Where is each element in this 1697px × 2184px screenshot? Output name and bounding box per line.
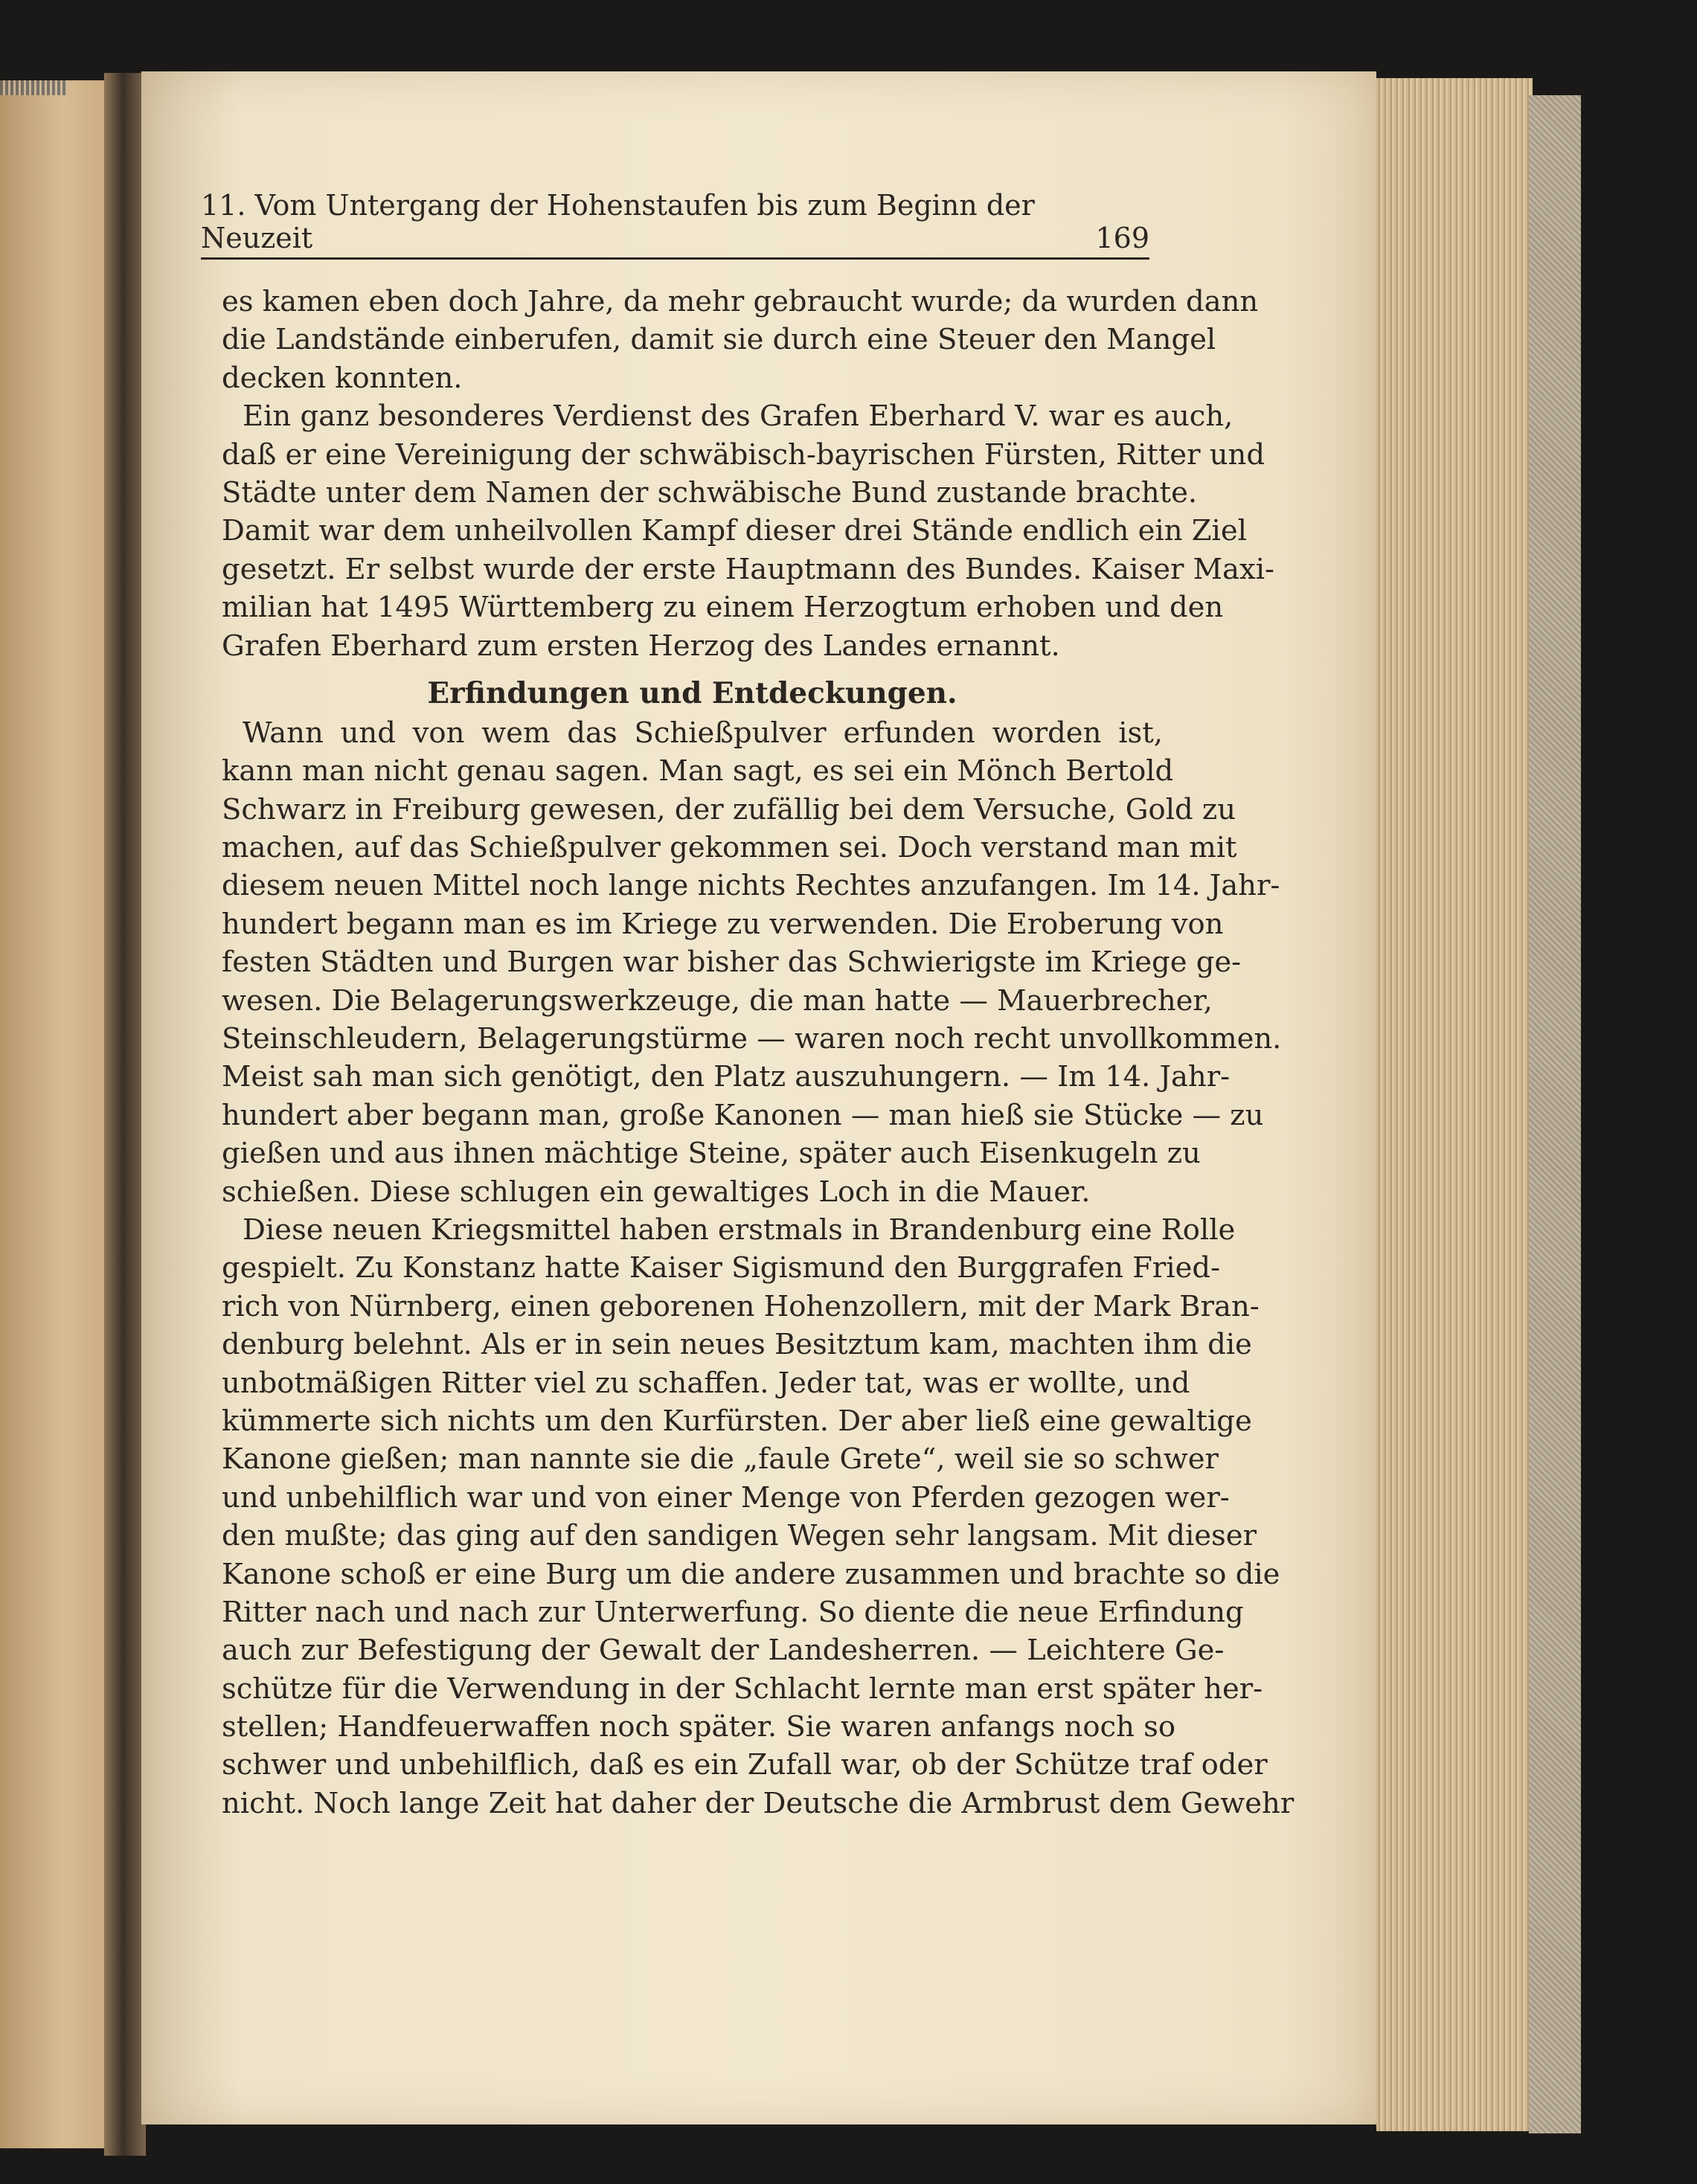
paragraph-3 [222, 714, 1282, 1211]
text-line: gießen und aus ihnen mächtige Steine, später auch Eisenkugeln zu [222, 1137, 1201, 1171]
text-line: kümmerte sich nichts um den Kurfürsten. Der aber ließ eine gewaltige [222, 1404, 1252, 1438]
header-rule [201, 257, 1149, 260]
text-line: hundert begann man es im Kriege zu verwenden. Die Eroberung von [222, 907, 1224, 941]
page-stack-edges [1376, 78, 1533, 2131]
text-line: unbotmäßigen Ritter viel zu schaffen. Jeder tat, was er wollte, und [222, 1366, 1190, 1400]
text-line: decken konnten. [222, 361, 463, 395]
text-line: Ein ganz besonderes Verdienst des Grafen Eberhard V. war es auch, [243, 399, 1234, 434]
text-line: hundert aber begann man, große Kanonen — man hieß sie Stücke — zu [222, 1098, 1264, 1132]
left-page-binding-thread [0, 80, 67, 95]
text-line: die Landstände einberufen, damit sie durch eine Steuer den Mangel [222, 323, 1216, 357]
text-line: Kanone gießen; man nannte sie die „faule Grete“, weil sie so schwer [222, 1442, 1219, 1477]
text-line: Kanone schoß er eine Burg um die andere zusammen und brachte so die [222, 1557, 1280, 1591]
text-line: Grafen Eberhard zum ersten Herzog des Landes ernannt. [222, 629, 1060, 663]
text-line: milian hat 1495 Württemberg zu einem Herzogtum erhoben und den [222, 591, 1224, 625]
text-line: schütze für die Verwendung in der Schlacht lernte man erst später her- [222, 1671, 1263, 1706]
text-line: gesetzt. Er selbst wurde der erste Hauptmann des Bundes. Kaiser Maxi- [222, 552, 1275, 586]
text-line: schwer und unbehilflich, daß es ein Zufall war, ob der Schütze traf oder [222, 1748, 1268, 1782]
paragraph-2 [222, 397, 1275, 665]
paragraph-4 [222, 1211, 1295, 1822]
page-number: 169 [1095, 222, 1149, 254]
section-heading: Erfindungen und Entdeckungen. [427, 675, 957, 710]
text-line: Ritter nach und nach zur Unterwerfung. So diente die neue Erfindung [222, 1595, 1244, 1629]
text-line: kann man nicht genau sagen. Man sagt, es sei ein Mönch Bertold [222, 754, 1174, 789]
text-line: daß er eine Vereinigung der schwäbisch-bayrischen Fürsten, Ritter und [222, 437, 1265, 472]
left-page-edge-area [0, 80, 112, 2148]
book-cover-binding [1529, 95, 1581, 2133]
text-line: auch zur Befestigung der Gewalt der Landesherren. — Leichtere Ge- [222, 1634, 1225, 1668]
text-line: festen Städten und Burgen war bisher das Schwierigste im Kriege ge- [222, 945, 1242, 980]
text-line: gespielt. Zu Konstanz hatte Kaiser Sigismund den Burggrafen Fried- [222, 1251, 1221, 1285]
book-gutter [104, 73, 146, 2156]
chapter-title: 11. Vom Untergang der Hohenstaufen bis zum Beginn der Neuzeit [201, 189, 1035, 254]
paragraph-1 [222, 283, 1259, 397]
text-line: Städte unter dem Namen der schwäbische Bund zustande brachte. [222, 475, 1198, 510]
text-line: rich von Nürnberg, einen geborenen Hohenzollern, mit der Mark Bran- [222, 1289, 1260, 1323]
text-line: es kamen eben doch Jahre, da mehr gebraucht wurde; da wurden dann [222, 285, 1259, 318]
text-line: stellen; Handfeuerwaffen noch später. Sie waren anfangs noch so [222, 1710, 1176, 1744]
body-text [222, 283, 1295, 1822]
text-line: nicht. Noch lange Zeit hat daher der Deutsche die Armbrust dem Gewehr [222, 1786, 1295, 1820]
text-line: machen, auf das Schießpulver gekommen sei. Doch verstand man mit [222, 831, 1237, 865]
text-line: Schwarz in Freiburg gewesen, der zufällig bei dem Versuche, Gold zu [222, 792, 1236, 826]
text-line: Meist sah man sich genötigt, den Platz auszuhungern. — Im 14. Jahr- [222, 1060, 1231, 1094]
text-line: und unbehilflich war und von einer Menge von Pferden gezogen wer- [222, 1480, 1230, 1515]
text-line: denburg belehnt. Als er in sein neues Besitztum kam, machten ihm die [222, 1328, 1252, 1362]
text-line: schießen. Diese schlugen ein gewaltiges Loch in die Mauer. [222, 1175, 1091, 1209]
text-line: Steinschleudern, Belagerungstürme — waren noch recht unvollkommen. [222, 1022, 1282, 1056]
text-line: wesen. Die Belagerungswerkzeuge, die man hatte — Mauerbrecher, [222, 983, 1213, 1018]
text-line: Wann und von wem das Schießpulver erfunden worden ist, [243, 716, 1163, 750]
text-line: Damit war dem unheilvollen Kampf dieser drei Stände endlich ein Ziel [222, 514, 1247, 548]
running-head [201, 189, 1149, 254]
text-line: diesem neuen Mittel noch lange nichts Rechtes anzufangen. Im 14. Jahr- [222, 869, 1280, 903]
text-line: den mußte; das ging auf den sandigen Wegen sehr langsam. Mit dieser [222, 1519, 1257, 1553]
text-line: Diese neuen Kriegsmittel haben erstmals in Brandenburg eine Rolle [243, 1213, 1236, 1247]
